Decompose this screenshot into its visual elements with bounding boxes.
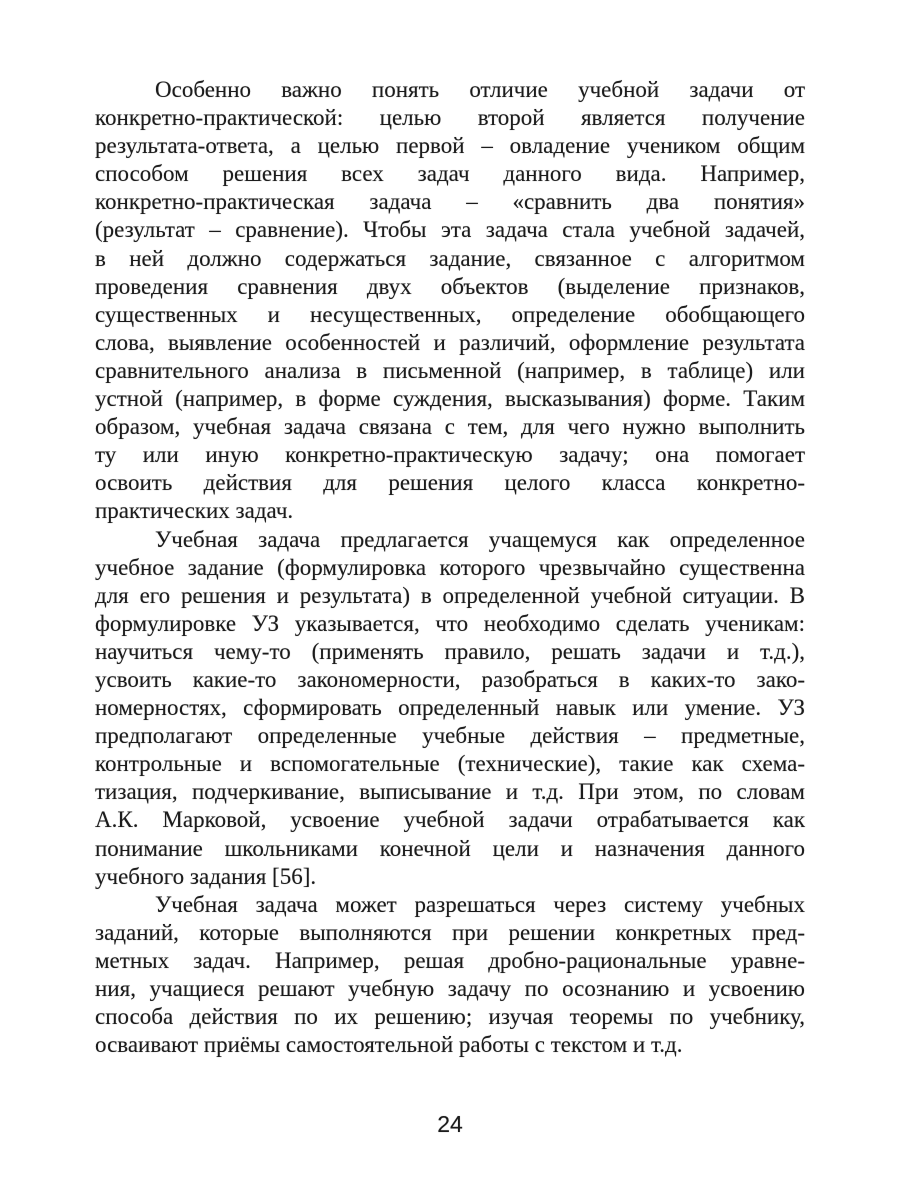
text-line: Учебная задача может разрешаться через систему учебных [155,891,805,917]
text-line: освоить действия для решения целого класса конкретно- [95,470,805,496]
text-line: практических задач. [95,498,294,524]
text-line: тизация, подчеркивание, выписывание и т.д. При этом, по словам [95,779,805,805]
text-line: способа действия по их решению; изучая теоремы по учебнику, [95,1004,805,1030]
text-line: (результат – сравнение). Чтобы эта задача стала учебной задачей, [95,217,805,243]
text-line: проведения сравнения двух объектов (выделение признаков, [95,273,805,299]
text-line: сравнительного анализа в письменной (например, в таблице) или [95,357,805,383]
page-text-block [95,76,805,1059]
text-line: конкретно-практической: целью второй является получение [95,105,805,131]
text-line: усвоить какие-то закономерности, разобраться в каких-то зако- [95,666,805,692]
text-line: конкретно-практическая задача – «сравнить два понятия» [95,189,805,215]
text-line: учебное задание (формулировка которого чрезвычайно существенна [95,554,805,580]
text-line: контрольные и вспомогательные (технические), такие как схема- [95,751,805,777]
text-line: номерностях, сформировать определенный навык или умение. УЗ [95,695,805,721]
paragraph [95,526,805,891]
text-line: А.К. Марковой, усвоение учебной задачи отрабатывается как [95,807,805,833]
text-line: осваивают приёмы самостоятельной работы с текстом и т.д. [95,1032,683,1058]
text-line: существенных и несущественных, определение обобщающего [95,301,805,327]
paragraph [95,76,805,526]
text-line: для его решения и результата) в определенной учебной ситуации. В [95,582,805,608]
paragraph [95,891,805,1060]
text-line: предполагают определенные учебные действия – предметные, [95,723,805,749]
text-line: результата-ответа, а целью первой – овладение учеником общим [95,133,805,159]
text-line: образом, учебная задача связана с тем, для чего нужно выполнить [95,414,805,440]
text-line: понимание школьниками конечной цели и назначения данного [95,835,805,861]
text-line: научиться чему-то (применять правило, решать задачи и т.д.), [95,638,805,664]
text-line: заданий, которые выполняются при решении конкретных пред- [95,919,805,945]
text-line: способом решения всех задач данного вида. Например, [95,161,805,187]
text-line: в ней должно содержаться задание, связанное с алгоритмом [95,245,805,271]
text-line: формулировке УЗ указывается, что необходимо сделать ученикам: [95,610,805,636]
text-line: метных задач. Например, решая дробно-рациональные уравне- [95,947,805,973]
text-line: Особенно важно понять отличие учебной задачи от [155,77,805,102]
text-line: ния, учащиеся решают учебную задачу по осознанию и усвоению [95,976,805,1001]
text-line: Учебная задача предлагается учащемуся как определенное [155,526,805,552]
text-line: ту или иную конкретно-практическую задачу; она помогает [95,442,805,468]
text-line: учебного задания [56]. [95,863,317,889]
text-line: слова, выявление особенностей и различий, оформление результата [95,329,805,355]
text-line: устной (например, в форме суждения, высказывания) форме. Таким [95,386,805,412]
page-number: 24 [437,1111,463,1137]
